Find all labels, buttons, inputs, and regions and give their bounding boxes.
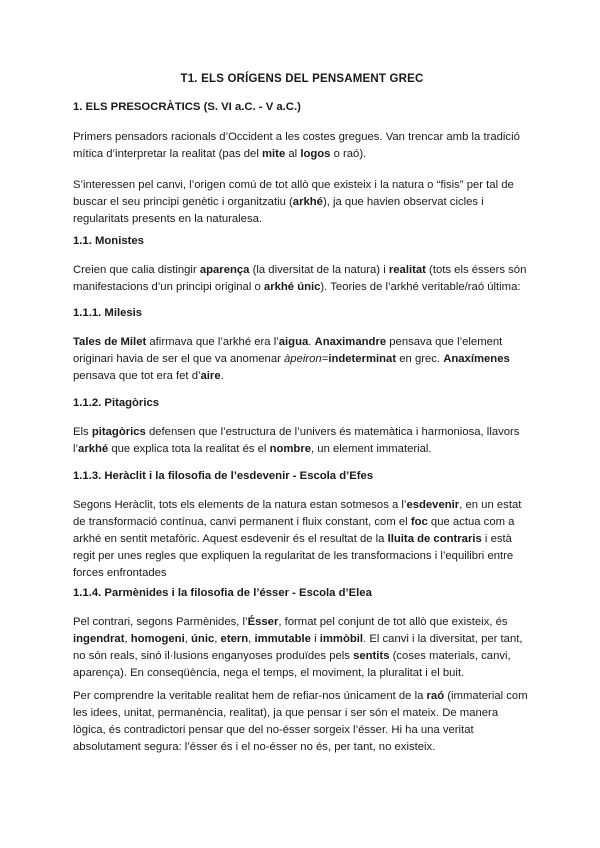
text-run: (tots els éssers són manifestacions d’un principi original o: [73, 264, 527, 293]
text-run: . El canvi i la diversitat, per tant, no són reals, sinó il·lusions enganyoses produïdes pels: [73, 633, 523, 662]
text-run: i està regit per unes regles que expliquen la regularitat de les transformacions i l’equilibri entre forces enfrontades: [73, 533, 514, 579]
paragraph-intro: [73, 129, 531, 163]
text-run: (la diversitat de la natura) i: [249, 264, 389, 276]
text-run: ,: [214, 633, 221, 645]
bold-term: ingendrat: [73, 633, 125, 645]
bold-term: indeterminat: [328, 353, 397, 365]
text-run: , en un estat de transformació contínua, canvi permanent i fluix constant, com el: [73, 499, 522, 528]
text-run: pensava que tot era fet d’: [73, 370, 201, 382]
bold-term: immutable: [254, 633, 311, 645]
text-run: .: [308, 336, 315, 348]
section-heading-parmenides: 1.1.4. Parmènides i la filosofia de l’ésser - Escola d’Elea: [73, 587, 372, 599]
bold-term: Tales de Milet: [73, 336, 147, 348]
bold-term: foc: [410, 516, 428, 528]
text-run: =: [321, 353, 329, 365]
text-run: , format pel conjunt de tot allò que existeix, és: [278, 616, 508, 628]
bold-term: lluita de contraris: [387, 533, 482, 545]
paragraph-heraclit: [73, 497, 531, 582]
text-run: Primers pensadors racionals d’Occident a les costes gregues. Van trencar amb la tradició mítica d’interpretar la realitat (pas del: [73, 131, 520, 160]
paragraph-parmenides-rao: [73, 688, 531, 756]
text-run: ), ja que havien observat cicles i regularitats presents en la naturalesa.: [73, 196, 484, 225]
bold-term: immòbil: [319, 633, 364, 645]
text-run: Creien que calia distingir: [73, 264, 200, 276]
bold-term: aparença: [199, 264, 250, 276]
text-run: ,: [184, 633, 192, 645]
text-run: Els: [73, 426, 92, 438]
section-heading-heraclit: 1.1.3. Heràclit i la filosofia de l’esdevenir - Escola d’Efes: [73, 470, 374, 482]
bold-term: etern: [220, 633, 249, 645]
section-heading-monistes: 1.1. Monistes: [73, 235, 144, 247]
text-run: que explica tota la realitat és el: [108, 443, 270, 455]
text-run: ). Teories de l’arkhé veritable/raó última:: [320, 281, 521, 293]
paragraph-parmenides-esser: [73, 614, 531, 682]
text-run: .: [220, 370, 224, 382]
text-run: ,: [248, 633, 255, 645]
bold-term: arkhé: [292, 196, 323, 208]
text-run: (immaterial com les idees, unitat, permanència, realitat), ja que pensar i ser són el mateix. De manera lògica, és contradictori pensar que del no-ésser sorgeix l’ésser. Hi ha una veritat absolutament segura: l’ésser és i el no-ésser no és, per tant, no existeix.: [73, 690, 528, 753]
text-run: i: [310, 633, 320, 645]
bold-term: únic: [191, 633, 215, 645]
bold-term: Anaxímenes: [443, 353, 510, 365]
bold-term: esdevenir: [406, 499, 460, 511]
text-run: Per comprendre la veritable realitat hem de refiar-nos únicament de la: [73, 690, 427, 702]
text-run: en grec.: [396, 353, 444, 365]
bold-term: nombre: [269, 443, 312, 455]
bold-term: mite: [262, 148, 286, 160]
bold-term: sentits: [353, 650, 390, 662]
text-run: o raó).: [330, 148, 367, 160]
bold-term: aigua: [278, 336, 309, 348]
italic-term: àpeiron: [284, 353, 322, 365]
paragraph-pitagorics: [73, 424, 531, 458]
paragraph-canvi: [73, 177, 531, 228]
bold-term: realitat: [388, 264, 426, 276]
paragraph-milesis: [73, 334, 531, 385]
paragraph-monistes: [73, 262, 531, 296]
bold-term: logos: [300, 148, 331, 160]
text-run: Pel contrari, segons Parmènides, l’: [73, 616, 248, 628]
bold-term: arkhé únic: [263, 281, 321, 293]
bold-term: aire: [200, 370, 221, 382]
bold-term: Anaximandre: [314, 336, 387, 348]
text-run: S’interessen pel canvi, l’origen comú de tot allò que existeix i la natura o “fisis” per tal de buscar el seu principi genètic i organitzatiu (: [73, 179, 514, 208]
bold-term: arkhé: [78, 443, 109, 455]
text-run: , un element immaterial.: [311, 443, 432, 455]
section-heading-presocratics: 1. ELS PRESOCRÀTICS (S. VI a.C. - V a.C.): [73, 101, 301, 113]
text-run: Segons Heràclit, tots els elements de la natura estan sotmesos a l’: [73, 499, 407, 511]
bold-term: raó: [426, 690, 445, 702]
text-run: pensava que l’element originari havia de ser el que va anomenar: [73, 336, 503, 365]
bold-term: Ésser: [247, 616, 279, 628]
text-run: ,: [124, 633, 131, 645]
text-run: (coses materials, canvi, aparença). En conseqüència, nega el temps, el moviment, la pluralitat i el buit.: [73, 650, 511, 679]
text-run: afirmava que l’arkhé era l’: [146, 336, 279, 348]
bold-term: pitagòrics: [91, 426, 146, 438]
text-run: al: [285, 148, 301, 160]
section-heading-pitagorics: 1.1.2. Pitagòrics: [73, 397, 160, 409]
page-title: T1. ELS ORÍGENS DEL PENSAMENT GREC: [180, 73, 424, 85]
section-heading-milesis: 1.1.1. Milesis: [73, 307, 143, 319]
text-run: que actua com a arkhé en sentit metafòric. Aquest esdevenir és el resultat de la: [73, 516, 515, 545]
bold-term: homogeni: [130, 633, 185, 645]
text-run: defensen que l’estructura de l’univers és matemàtica i harmoniosa, llavors l’: [73, 426, 520, 455]
